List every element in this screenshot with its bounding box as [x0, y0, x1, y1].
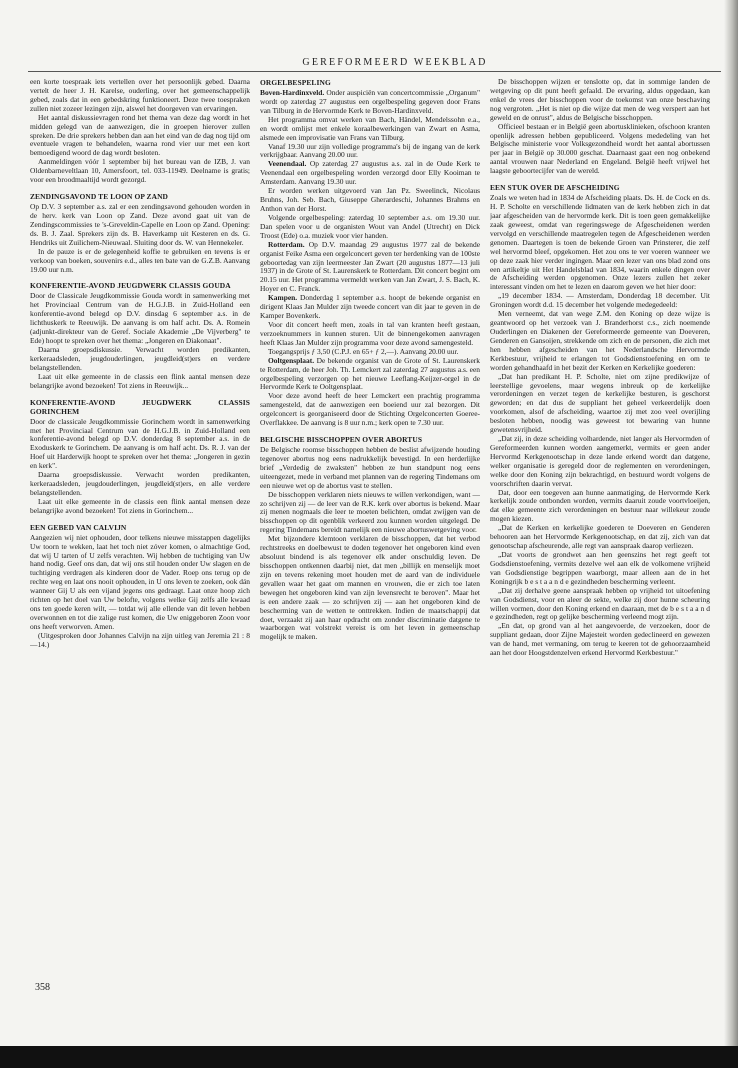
paragraph-text: „Dat han predikant H. P. Scholte, niet om zijne predikwijze of leerstellige gevoelens, maar wegens inbreuk op de kerkelijke verordeningen en verzet tegen de kerkelijke besturen, is geschorst geworden; en dat dus de suppliant het geheel verkeerdelijk doen voorkomen, alsof de afscheiding, waartoe zij met zoo veel overijling besloten hebben, noodig was geweest tot bewaring van hunne gewetensvrijheid. [490, 371, 710, 435]
paragraph-text: Het aantal diskussievragen rond het thema van deze dag wordt in het midden gelegd van de aanwezigen, die in groepen hierover zullen spreken. De drie sprekers hebben dan aan het eind van de dag nog tijd om eventuele vragen te behandelen, waarna rond vier uur met een kort bemoedigend woord de dag wordt besloten. [30, 112, 250, 158]
paragraph-text: Voor dit concert heeft men, zoals in tal van kranten heeft gestaan, verzoeknummers in kunnen sturen. Uit de binnengekomen aanvragen heeft Klaas Jan Mulder zijn programma voor deze avond samengesteld. [260, 319, 480, 347]
paragraph-text: Met bijzondere klemtoon verklaren de bisschoppen, dat het verbod rechtstreeks en doelbewust te doden tegenover het ongeboren kind even absoluut bindend is als tegenover elk ander onschuldig leven. De bisschoppen ontkennen daarbij niet, dat men „billijk en menselijk moet zijn en tevens rekening moet houden met de aard van de individuele gevallen waar het gaat om mannen en vrouwen, die er zich toe laten bewegen het ongeboren kind van zijn levensrecht te beroven". Maar het is een andere zaak — zo schrijven zij — aan het ongeboren kind de bescherming van de wetten te onttrekken. Indien de maatschappij dat doet, verzaakt zij aan haar opdracht om zonder discriminatie datgene te waarborgen wat volstrekt vereist is om het leven in gemeenschap mogelijk te maken. [260, 534, 480, 642]
dateline-lead: Rotterdam. [268, 239, 305, 249]
article-paragraph [260, 89, 480, 116]
paragraph-text: Dat, door een toegeven aan hunne aanmatiging, de Hervormde Kerk kerkelijk zoude ontbonden worden, vermits daaruit zoude voortvloeijen, dat elke gemeente zich verordeningen en bestuur naar willekeur zoude mogen kiezen. [490, 487, 710, 524]
paragraph-text: Laat uit elke gemeente in de classis een flink aantal mensen deze belangrijke avond bezoeken! Tot ziens in Reeuwijk... [30, 371, 250, 390]
paragraph-text: Op D.V. maandag 29 augustus 1977 zal de bekende organist Feike Asma een orgelconcert geven ter herdenking van de 100ste geboortedag van zijn leermeester Jan Zwart (20 augustus 1877—13 juli 1937) in de Grote of St. Laurenskerk te Rotterdam. Dit concert begint om 20.15 uur. Het programma vermeldt werken van Jan Zwart, J. S. Bach, K. Hoyer en C. Franck. [260, 239, 480, 294]
article-paragraph [260, 392, 480, 428]
paragraph-text: „Dat zij derhalve geene aanspraak hebben op vrijheid tot uitoefening van Godsdienst, voor en aleer de sekte, welke zij door hunne scheuring willen vormen, door den Koning erkend en daaraan, met de b e s t a a n d e gezindheden, regt op gelijke bescherming verleend mogt zijn. [490, 585, 710, 622]
article-paragraph [260, 143, 480, 161]
article-paragraph [30, 292, 250, 346]
paragraph-text: Vanaf 19.30 uur zijn volledige programma's bij de ingang van de kerk verkrijgbaar. Aanvang 20.00 uur. [260, 141, 480, 160]
article-paragraph [30, 346, 250, 373]
paragraph-text: Men verneemt, dat van wege Z.M. den Koning op deze wijze is geantwoord op het verzoek van J. Branderhorst c.s., zich noemende Ouderlingen en Diakenen der Gereformeerde gemeente van Doeveren, Genderen en Gansoijen, strekkende om zich en de personen, die zich met hen hebben afgescheiden van het Nederlandsche Hervormde Kerkbestuur, vrijheid te erlangen tot Godsdienstoefening en om te worden gehandhaafd in het bezit der Kerken en Kerkelijke goederen: [490, 309, 710, 372]
column-right [490, 78, 710, 978]
article-heading: ORGELBESPELING [260, 78, 331, 87]
paragraph-text: In de pauze is er de gelegenheid koffie te gebruiken en tevens is er verkoop van boeken, souvenirs e.d., alles ten bate van de G.Z.B. Aanvang 19.00 uur n.m. [30, 246, 250, 274]
article-paragraph [490, 489, 710, 525]
paragraph-text: Door de Classicale Jeugdkommissie Gouda wordt in samenwerking met het Provinciaal Centrum van de H.G.J.B. in Zuid-Holland een konferentie-avond belegd op D.V. dinsdag 6 september a.s. in de lichthuskerk te Reeuwijk. De aanvang is om half acht. Ds. A. Romein (adjunkt-direkteur van de Geref. Sociale Akademie „De Vijverberg" te Ede) hoopt te spreken over het thema: „Jongeren en Diakonaat". [30, 291, 250, 346]
article-paragraph [260, 321, 480, 348]
article-heading: KONFERENTIE-AVOND JEUGDWERK CLASSIS GOUDA [30, 281, 231, 291]
article-paragraph [30, 498, 250, 516]
article-heading: EEN STUK OVER DE AFSCHEIDING [490, 183, 620, 193]
paragraph-text: De Belgische roomse bisschoppen hebben de beslist afwijzende houding tegenover abortus nog eens nadrukkelijk bevestigd. In een herderlijke brief „Verdedig de zwaksten" hebben ze hun standpunt nog eens uiteengezet, mede in verband met plannen van de regering Tindemans om een nieuwe wet op de abortus vast te stellen. [260, 445, 480, 490]
paragraph-text: „Dat de Kerken en kerkelijke goederen te Doeveren en Genderen behooren aan het Hervormde Kerkgenootschap, en dat zij, zich van dat genootschap afscheurende, alle regt van aanspraak daarop verliezen. [490, 523, 710, 551]
paragraph-text: De bisschoppen wijzen er tenslotte op, dat in sommige landen de wetgeving op dit punt heeft gefaald. De ervaring, aldus opgedaan, kan enkel de vrees der bisschoppen voor de toekomst van onze beschaving nog vergroten. „Het is niet op die wijze dat men de weg verspert aan het geweld en de onrust", aldus de Belgische bisschoppen. [490, 78, 710, 122]
paragraph-text: (Uitgesproken door Johannes Calvijn na zijn uitleg van Jeremia 21 : 8—14.) [30, 630, 250, 649]
dateline-lead: Veenendaal. [268, 159, 307, 169]
paragraph-text: een korte toespraak iets vertellen over het persoonlijk gebed. Daarna vertelt de heer J. H. Karelse, ouderling, over het gemeenschappelijk gebed, zoals dat in een gebedskring funktioneert. Deze twee toespraken zullen niet zozeer lezingen zijn, alswel het doorgeven van ervaringen. [30, 78, 250, 113]
paragraph-text: „En dat, op grond van al het aangevoerde, de verzoeken, door de suppliant gedaan, door Zijne Majesteit worden gedeclineerd en gewezen van de hand, met vermaning, om terug te keeren tot de gehoorzaamheid aan het door Hoogstdenzelven erkend Hervormd Kerkbestuur." [490, 621, 710, 658]
paragraph-text: Door de classicale Jeugdkommissie Gorinchem wordt in samenwerking met het Provinciaal Centrum van de H.G.J.B. in Zuid-Holland een konferentie-avond belegd op D.V. donderdag 8 september a.s. in de Exoduskerk te Gorinchem. De aanvang is om half acht. Ds. R. J. van der Hoef uit Harderwijk hoopt te spreken over het thema: „Jongeren in gezin en kerk". [30, 416, 250, 471]
paragraph-text: Onder auspiciën van concertcommissie „Organum" wordt op zaterdag 27 augustus een orgelbespeling gegeven door Frans van Tilburg in de Hervormde Kerk te Boven-Hardinxveld. [260, 88, 480, 115]
paragraph-text: Het programma omvat werken van Bach, Händel, Mendelssohn e.a., en wordt omlijst met enkele koraalbewerkingen van Zwart en Asma, alsmede een improvisatie van Frans van Tilburg. [260, 114, 480, 142]
article-paragraph [30, 373, 250, 391]
article-paragraph [490, 373, 710, 435]
column-middle [260, 78, 480, 978]
paragraph-text: „Dat zij, in deze scheiding volhardende, niet langer als Hervormden of Gereformeerden kunnen worden aangemerkt, vermits er geen ander Hervormd Kerkgenootschap in deze lande erkend wordt dan datgene, welker organisatie is geregeld door de reglementen en verordeningen, welke door den Koning zijn bekrachtigd, en bestuurd wordt volgens de voorschriften daarin vervat. [490, 434, 710, 488]
article-paragraph [260, 491, 480, 536]
article-paragraph [490, 78, 710, 123]
article-paragraph [490, 587, 710, 623]
article-paragraph [490, 622, 710, 658]
article-heading: BELGISCHE BISSCHOPPEN OVER ABORTUS [260, 435, 423, 445]
paragraph-text: Daarna groepsdiskussie. Verwacht worden predikanten, kerkeraadsleden, jeugdouderlingen, jeugdleid(st)ers en verdere belangstellenden. [30, 344, 250, 372]
article-paragraph [30, 78, 250, 114]
article-paragraph [490, 292, 710, 310]
dateline-lead: Kampen. [268, 293, 298, 303]
paragraph-text: Officieel bestaan er in België geen abortusklinieken, ofschoon kranten openlijk adressen hebben gepubliceerd. Volgens mededeling van het Belgische ministerie voor Volksgezondheid wordt het aantal abortussen per jaar in België op 30.000 geschat. Daarnaast gaat een nog onbekend aantal vrouwen naar Nederland en Engeland. België heeft vrijwel het laagste geboortecijfer van de wereld. [490, 121, 710, 176]
dateline-lead: Ooltgensplaat. [268, 355, 315, 365]
article-paragraph [30, 158, 250, 185]
paragraph-text: Toegangsprijs ƒ 3,50 (C.P.J. en 65+ ƒ 2,—). Aanvang 20.00 uur. [268, 346, 459, 356]
paragraph-text: Voor deze avond heeft de heer Lemckert een prachtig programma samengesteld, dat de aanwezigen een boeiend uur zal bezorgen. Dit orgelconcert is georganiseerd door de Stichting Orgelconcerten Goeree-Overflakkee. De aanvang is 8 uur n.m.; kerk open te 7.30 uur. [260, 391, 480, 428]
masthead-title: GEREFORMEERD WEEKBLAD [302, 57, 488, 68]
article-paragraph [260, 446, 480, 491]
article-paragraph [260, 241, 480, 295]
paragraph-text: Daarna groepsdiskussie. Verwacht worden predikanten, kerkeraadsleden, jeugdouderlingen, jeugdleid(st)ers, en alle verdere belangstellenden. [30, 470, 250, 497]
article-paragraph [490, 435, 710, 489]
paragraph-text: Zoals we weten had in 1834 de Afscheiding plaats. Ds. H. de Cock en ds. H. P. Scholte en verschillende lidmaten van de kerk hebben zich in dat jaar afgescheiden van de hervormde kerk. Dit is toen geen gemakkelijke zaak geweest, omdat van regeringswege de Afgescheidenen werden vervolgd en verschillende maatregelen tegen de Afgescheidenen werden genomen. Daartegen is toen de bekende Groen van Prinsterer, die zelf wel hervormd bleef, opgekomen. Het zou ons te ver voeren wanneer we op deze zaak hier verder ingingen. Maar een lezer van ons blad zond ons een artikeltje uit Het Handelsblad van 1834, waarin enkele dingen over de Afscheiding werden opgenomen. Onze lezers zullen het zeker interessant vinden om het te lezen en daarom geven we het hier door: [490, 193, 710, 292]
header-rule [28, 71, 721, 72]
paragraph-text: De bisschoppen verklaren niets nieuws te willen verkondigen, want — zo schrijven zij — de leer van de R.K. kerk over abortus is bekend. Maar zij menen nogmaals die leer te moeten belichten, omdat zwijgen van de bisschoppen op dit ogenblik verkeerd zou kunnen worden uitgelegd. De regering Tindemans bereidt namelijk een nieuwe abortuswetgeving voor. [260, 489, 480, 535]
paragraph-text: Laat uit elke gemeente in de classis een flink aantal mensen deze belangrijke avond bezoeken! Tot ziens in Gorinchem... [30, 496, 250, 515]
article-paragraph [30, 203, 250, 248]
article-paragraph [490, 551, 710, 587]
paragraph-text: „19 december 1834. — Amsterdam, Donderdag 18 december. Uit Groningen wordt d.d. 15 december het volgende medegedeeld: [490, 291, 710, 310]
article-paragraph [490, 310, 710, 372]
dateline-lead: Boven-Hardinxveld. [260, 88, 325, 97]
paragraph-text: Er worden werken uitgevoerd van Jan Pz. Sweelinck, Nicolaus Bruhns, Joh. Seb. Bach, Giuseppe Gherardeschi, Johannes Brahms en Anthon van der Horst. [260, 186, 480, 213]
article-paragraph [260, 357, 480, 393]
paragraph-text: De bekende organist van de Grote of St. Laurenskerk te Rotterdam, de heer Joh. Th. Lemckert zal zaterdag 27 augustus a.s. een orgelbespeling verzorgen op het nieuwe Leeflang-Keijzer-orgel in de Hervormde Kerk te Ooltgensplaat. [260, 355, 480, 392]
paragraph-text: „Dat voorts de grondwet aan hen geenszins het regt geeft tot Godsdienstoefening, vermits dezelve wel aan elk de volkomene vrijheid van Godsdienstige begrippen waarborgt, maar alleen aan de in het Koningrijk b e s t a a n d e gezindheden bescherming verleent. [490, 550, 710, 586]
article-paragraph [490, 123, 710, 177]
article-paragraph [490, 194, 710, 292]
article-paragraph [30, 471, 250, 498]
article-paragraph [260, 214, 480, 241]
page-number: 358 [35, 982, 50, 993]
article-paragraph [490, 524, 710, 551]
paragraph-text: Aanmeldingen vóór 1 september bij het bureau van de IZB, J. van Oldenbarneveltlaan 10, Amersfoort, tel. 033-11949. Deelname is gratis; voor een broodmaaltijd wordt gezorgd. [30, 157, 250, 185]
article-paragraph [260, 160, 480, 187]
paragraph-text: Donderdag 1 september a.s. hoopt de bekende organist en dirigent Klaas Jan Mulder zijn tweede concert van dit jaar te geven in de Kamper Bovenkerk. [260, 293, 480, 321]
article-paragraph [30, 248, 250, 275]
paragraph-text: Volgende orgelbespeling: zaterdag 10 september a.s. om 19.30 uur. Dan spelen voor u de organisten Wout van Andel (Utrecht) en Dick Troost (Ede) o.a. muziek voor vier handen. [260, 212, 480, 240]
paragraph-text: Op D.V. 3 september a.s. zal er een zendingsavond gehouden worden in de herv. kerk van Loon op Zand. Deze avond gaat uit van de Zendingscommissies te 's-Greveldin-Capelle en Loon op Zand. Opening: ds. B. J. Zaal. Sprekers zijn ds. B. Haverkamp uit Kesteren en ds. G. Hendriks uit Zuilichem-Nieuwaal. Sluiting door ds. W. van Hennekeler. [30, 202, 250, 247]
article-heading: ZENDINGSAVOND TE LOON OP ZAND [30, 192, 169, 202]
page-edge-shadow [724, 0, 738, 1068]
article-paragraph [260, 294, 480, 321]
paragraph-text: Aangezien wij niet ophouden, door telkens nieuwe misstappen dagelijks Uw toorn te wekken, laat het toch niet zóver komen, o almachtige God, dat wij U tarten of U zelfs verachten. Wij hebben de tuchtiging van Uw hand nodig. Geef ons dan, dat wij ons stil houden onder Uw slagen en de tuchtiging verdragen als kinderen door de Vader. Roep ons terug op de rechte weg en laat ons nooit ophouden, in U ons leven te zoeken, ook dán wanneer Gij U als een vijand jegens ons gedraagt. Laat onze hoop zich richten op het doel van Uw belofte, volgens welke Gij zelfs alle kwaad ons ten goede keren wilt, — totdat wij alle ellende van dit leven hebben overwonnen en tot die zalige rust komen, die Uw eniggeboren Zoon voor ons heeft verworven. Amen. [30, 532, 250, 631]
article-paragraph [260, 116, 480, 143]
article-paragraph [30, 632, 250, 650]
article-heading: EEN GEBED VAN CALVIJN [30, 522, 127, 532]
column-left [30, 78, 250, 978]
article-paragraph [260, 187, 480, 214]
scan-bottom-band [0, 1046, 738, 1068]
article-paragraph [30, 114, 250, 159]
article-heading: KONFERENTIE-AVOND JEUGDWERK CLASSIS GORINCHEM [30, 397, 250, 416]
article-paragraph [30, 534, 250, 632]
article-paragraph [30, 418, 250, 472]
article-paragraph [260, 535, 480, 642]
paragraph-text: Op zaterdag 27 augustus a.s. zal in de Oude Kerk te Veenendaal een orgelbespeling worden verzorgd door Elly Kooiman te Amsterdam. Aanvang 19.30 uur. [260, 159, 480, 187]
